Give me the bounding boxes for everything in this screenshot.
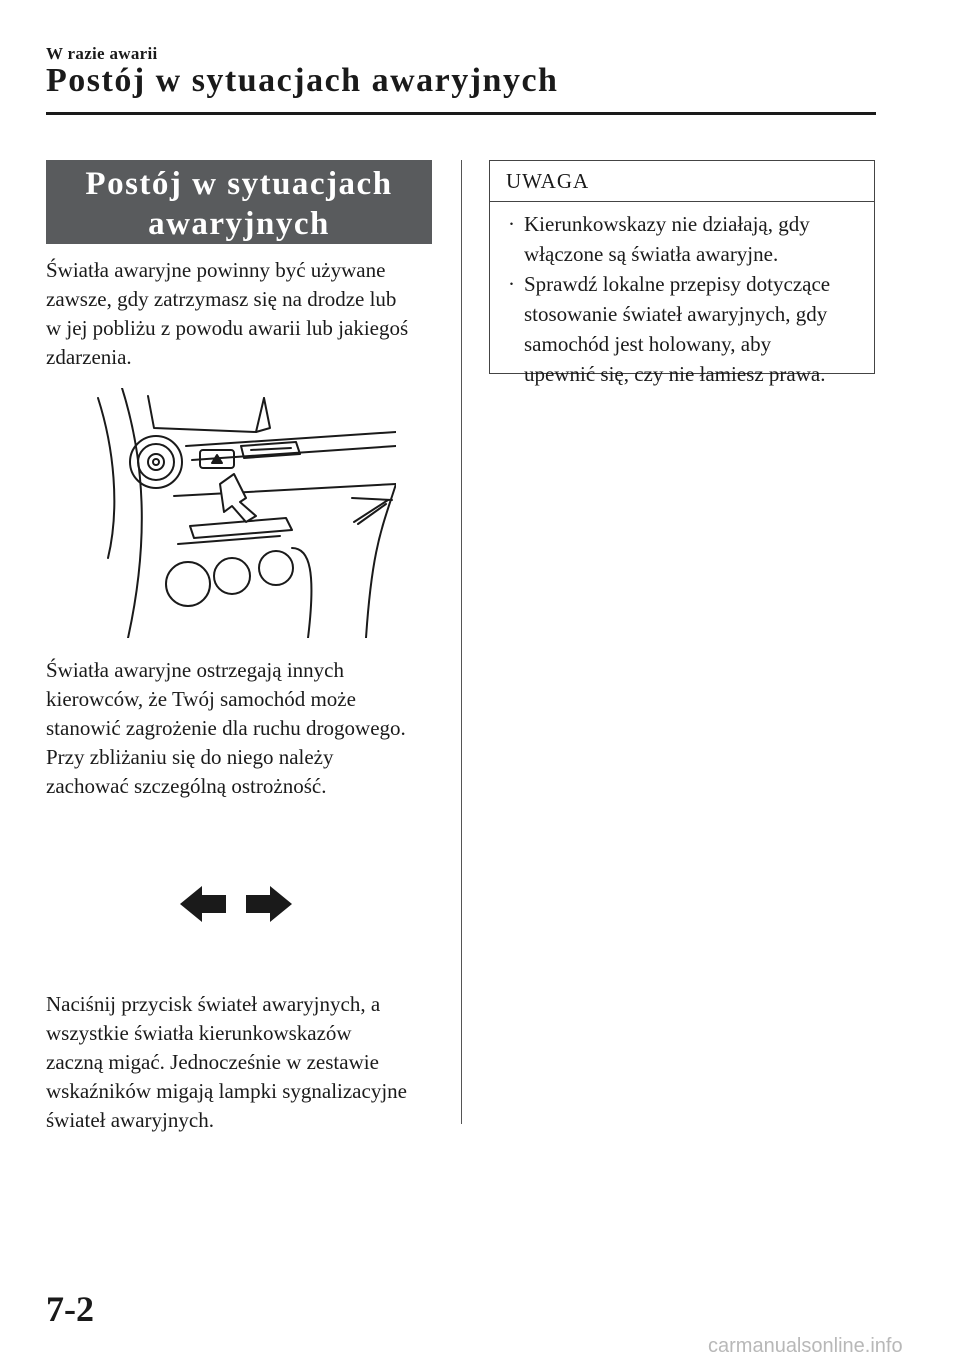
- paragraph-warning: [46, 656, 446, 801]
- text-line: zachować szczególną ostrożność.: [46, 774, 327, 798]
- text-line: Światła awaryjne powinny być używane: [46, 258, 386, 282]
- text-line: Naciśnij przycisk świateł awaryjnych, a: [46, 992, 381, 1016]
- note-box: [489, 160, 875, 386]
- text-line: zaczną migać. Jednocześnie w zestawie: [46, 1050, 379, 1074]
- hazard-button-dashboard-illustration: [96, 388, 396, 638]
- column-divider: [461, 160, 462, 1124]
- page-number: 7-2: [46, 1289, 94, 1329]
- text-line: Światła awaryjne ostrzegają innych: [46, 658, 344, 682]
- note-line: samochód jest holowany, aby: [524, 332, 772, 356]
- paragraph-intro: [46, 256, 446, 372]
- header-rule: [46, 112, 876, 115]
- bullet-icon: ·: [508, 272, 515, 296]
- text-line: wskaźników migają lampki sygnalizacyjne: [46, 1079, 407, 1103]
- note-line: Sprawdź lokalne przepisy dotyczące: [524, 272, 831, 296]
- text-line: kierowców, że Twój samochód może: [46, 687, 356, 711]
- text-line: Przy zbliżaniu się do niego należy: [46, 745, 334, 769]
- text-line: wszystkie światła kierunkowskazów: [46, 1021, 352, 1045]
- note-line: włączone są światła awaryjne.: [524, 242, 779, 266]
- note-item: [490, 209, 874, 269]
- bullet-icon: ·: [508, 212, 515, 236]
- paragraph-instructions: [46, 990, 446, 1135]
- note-line: Kierunkowskazy nie działają, gdy: [524, 212, 810, 236]
- page-heading: Postój w sytuacjach awaryjnych: [46, 62, 559, 99]
- text-line: w jej pobliżu z powodu awarii lub jakiegoś: [46, 316, 409, 340]
- text-line: zdarzenia.: [46, 345, 132, 369]
- note-line: stosowanie świateł awaryjnych, gdy: [524, 302, 828, 326]
- note-list: [490, 209, 874, 389]
- text-line: świateł awaryjnych.: [46, 1108, 214, 1132]
- note-heading: UWAGA: [490, 161, 874, 202]
- watermark: carmanualsonline.info: [708, 1335, 903, 1357]
- note-item: [490, 269, 874, 389]
- section-title-line-1: Postój w sytuacjach: [85, 166, 393, 202]
- note-line: upewnić się, czy nie łamiesz prawa.: [524, 362, 826, 386]
- section-title-box: [46, 160, 432, 244]
- text-line: stanowić zagrożenie dla ruchu drogowego.: [46, 716, 406, 740]
- section-label: W razie awarii: [46, 44, 158, 63]
- section-title-line-2: awaryjnych: [148, 206, 330, 242]
- text-line: zawsze, gdy zatrzymasz się na drodze lub: [46, 287, 397, 311]
- turn-signal-arrows-icon: [180, 884, 292, 924]
